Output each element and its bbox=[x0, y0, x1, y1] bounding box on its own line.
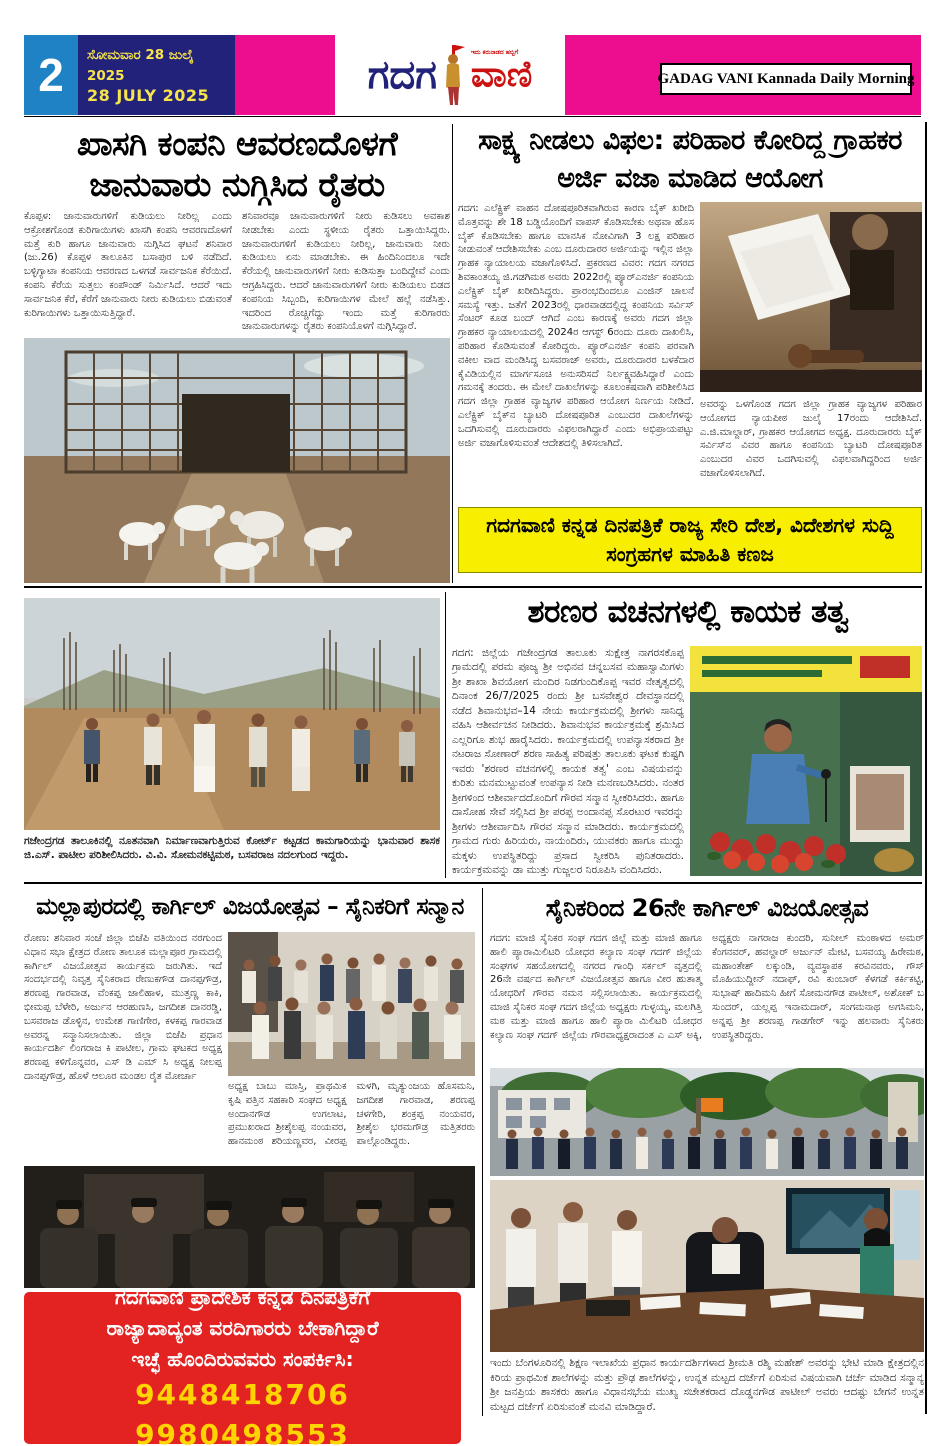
kargil-gadag-group-photo bbox=[490, 1068, 924, 1176]
column-rule-bottom bbox=[482, 888, 483, 1416]
headline-cattle: ಖಾಸಗಿ ಕಂಪನಿ ಆವರಣದೊಳಗೆ ಜಾನುವಾರು ನುಗ್ಗಿಸಿದ ರೈತರು bbox=[76, 124, 398, 204]
headline-consumer: ಸಾಕ್ಷ್ಯ ನೀಡಲು ವಿಫಲ: ಪರಿಹಾರ ಕೋರಿದ್ದ ಗ್ರಾಹಕರ ಅರ್ಜಿ ವಜಾ ಮಾಡಿದ ಆಯೋಗ bbox=[478, 125, 902, 194]
speaker-photo bbox=[690, 646, 922, 876]
recruit-line-1: ಗದಗವಾಣಿ ಪ್ರಾದೇಶಿಕ ಕನ್ನಡ ದಿನಪತ್ರಿಕೆಗೆ bbox=[115, 1285, 370, 1310]
logo-figure-icon bbox=[441, 43, 467, 107]
date-box bbox=[78, 35, 235, 115]
cattle-body-col1: ಕೊಪ್ಪಳ: ಜಾನುವಾರುಗಳಿಗೆ ಕುಡಿಯಲು ನೀರಿಲ್ಲ ಎಂದು ಆಕ್ರೋಶಗೊಂಡ ಕುರಿಗಾಯಿಗಳು ಖಾಸಗಿ ಕಂಪನಿ ಆವರಣದೊಳಗೆ ಮತ್ತೆ ಕುರಿ ಹಾಗೂ ಜಾನುವಾರು ನುಗ್ಗಿಸಿದ ಘಟನೆ ಶನಿವಾರ (ಜು.26) ಕೊಪ್ಪಳ ತಾಲೂಕಿನ ಬಸಾಪುರ ಬಳಿ ನಡೆದಿದೆ. ಬಳ್ಳಿಗ್ಯಾಟಾ ಕಂಪನಿಯ ಆವರಣದ ಒಳಗಡೆ ಸಾರ್ವಜನಿಕ ಕೆರೆಯಿದೆ. ಕಂಪನಿ ಕೆರೆಯ ಸುತ್ತಲು ಕಂಪೌಂಡ್ ನಿರ್ಮಿಸಿದೆ. ಆದರೆ ಇದು ಸಾರ್ವಜನಿಕ ಕೆರೆ, ಕೆರೆಗೆ ಜಾನುವಾರು ನೀರು ಕುಡಿಯಲು ಬಿಡುವಂತೆ ಕುರಿಗಾಯಿಗಳು ಒತ್ತಾಯಿಸುತ್ತಿದ್ದಾರೆ. bbox=[24, 211, 232, 319]
vachana-body: ಗದಗ: ಜಿಲ್ಲೆಯ ಗಜೇಂದ್ರಗಡ ತಾಲೂಕು ಸುಕ್ಷೇತ್ರ ನಾಗರಸಕೊಪ್ಪ ಗ್ರಾಮದಲ್ಲಿ ಪರಮ ಪೂಜ್ಯ ಶ್ರೀ ಅಭಿನವ ಚನ್ನಬಸವ ಮಹಾಸ್ವಾಮಿಗಳು ಶ್ರೀ ಶಾಖಾ ಶಿವಯೋಗ ಮಂದಿರ ನಿಡಗುಂದಿಕೊಪ್ಪ ಇವರ ನೇತೃತ್ವದಲ್ಲಿ ದಿನಾಂಕ 26/7/2025 ರಂದು ಶ್ರೀ ಬಸವೇಶ್ವರ ದೇವಸ್ಥಾನದಲ್ಲಿ ನಡೆದ ಶಿವಾನುಭವ–14 ನೇಯ ಕಾರ್ಯಕ್ರಮದಲ್ಲಿ ಶ್ರೀಗಳು ಸಾನಿಧ್ಯ ವಹಿಸಿ ಆಶೀರ್ವಚನ ನೀಡಿದರು. ಶಿವಾನುಭವ ಕಾರ್ಯಕ್ರಮಕ್ಕೆ ಶ್ರಮಿಸಿದ ಎಲ್ಲರಿಗೂ ಶುಭ ಹಾರೈಸಿದರು. ಕಾರ್ಯಕ್ರಮದಲ್ಲಿ ಉಪನ್ಯಾಸಕರಾದ ಶ್ರೀ ನಟರಾಜ ಸೋಣಾರ್ ಶರಣ ಸಾಹಿತ್ಯ ಪರಿಷತ್ತು ತಾಲೂಕು ಘಟಕ ಕುಷ್ಟಗಿ ಇವರು 'ಶರಣರ ವಚನಗಳಲ್ಲಿ ಕಾಯಕ ತತ್ವ' ಎಂಬ ವಿಷಯವನ್ನು ಕುರಿತು ಮನಮುಟ್ಟುವಂತೆ ಉಪನ್ಯಾಸ ನೀಡಿ ಮನಣಬಡಿಸಿದರು. ನಂತರ ಶ್ರೀಗಳಿಂದ ಆಶೀರ್ವಾದದೊಂದಿಗೆ ಗೌರವ ಸನ್ಮಾನ ಸ್ವೀಕರಿಸಿದರು. ಹಾಗೂ ದಾಸೋಹ ಸೇವೆ ಸಲ್ಲಿಸಿದ ಶ್ರೀ ಪರಪ್ಪ ಅಂದಾನಪ್ಪ ಸೊರಟುರ ಇವರನ್ನು ಶ್ರೀಗಳು ಆಶೀರ್ವಾದಿಸಿ ಗೌರವ ಸನ್ಮಾನ ಮಾಡಿದರು. ಕಾರ್ಯಕ್ರಮದಲ್ಲಿ ಗ್ರಾಮದ ಗುರು ಹಿರಿಯರು, ನಾಯಂದಿರು, ಯುವಕರು ಹಾಗೂ ಮುದ್ದು ಮಕ್ಕಳು ಉಪಸ್ಥಿತರಿದ್ದು ಪ್ರಸಾದ ಸ್ವೀಕರಿಸಿ ಪುನಿತರಾದರು. ಕಾರ್ಯಕ್ರಮವನ್ನು ಡಾ ಮುತ್ತು ಗುಜ್ಜಲರ ನಿರೂಪಿಸಿ ವಂದಿಸಿದರು. bbox=[452, 647, 684, 877]
consumer-body: ಗದಗ: ಎಲೆಕ್ಟ್ರಿಕ್ ವಾಹನ ದೋಷಪೂರಿತವಾಗಿರುವ ಕಾರಣ ಬೈಕ್ ಖರೀದಿ ಮೊತ್ತವನ್ನು ಶೇ 18 ಬಡ್ಡಿಯೊಂದಿಗೆ ವಾಪಸ್ ಕೊಡಿಸಬೇಕು ಅಥವಾ ಹೊಸ ಬೈಕ್ ಕೊಡಿಸಬೇಕು ಹಾಗೂ ಮಾನಸಿಕ ನೋವಿಗಾಗಿ 3 ಲಕ್ಷ ಪರಿಹಾರ ನೀಡುವಂತೆ ಆದೇಶಿಸಬೇಕು ಎಂಬ ದೂರುದಾರರ ಅರ್ಜಿಯನ್ನು ಇಲ್ಲಿನ ಜಿಲ್ಲಾ ಗ್ರಾಹಕ ನ್ಯಾಯಾಲಯ ವಜಾಗೊಳಿಸಿದೆ. ಪ್ರಕರಣದ ವಿವರ: ಗದಗ ನಗರದ ಶಿವಕಾಂತಯ್ಯ ಜಿ.ಗಡಗಿಮಠ ಅವರು 2022ರಲ್ಲಿ ಪ್ಯೂರ್‌ಎನರ್ಜಿ ಕಂಪನಿಯ ಎಲೆಕ್ಟ್ರಿಕ್ ಬೈಕ್ ಖರೀದಿಸಿದ್ದರು. ಪ್ರಾರಂಭದಿಂದಲೂ ಎಂಜಿನ್ ಚಾಲನೆ ಸಮಸ್ಯೆ ಇತ್ತು. ಜತೆಗೆ 2023ರಲ್ಲಿ ಧಾರವಾಡದಲ್ಲಿದ್ದ ಕಂಪನಿಯ ಸರ್ವಿಸ್ ಸೆಂಟರ್ ಕೂಡ ಬಂದ್ ಆಗಿದೆ ಎಂಬ ಕಾರಣಕ್ಕೆ ಅವರು ಗದಗ ಜಿಲ್ಲಾ ಗ್ರಾಹಕರ ನ್ಯಾಯಾಲಯದಲ್ಲಿ 2024ರ ಆಗಸ್ಟ್ 6ರಂದು ದೂರು ದಾಖಲಿಸಿ, ಪರಿಹಾರ ಕೊಡಿಸುವಂತೆ ಕೋರಿದ್ದರು. ಪ್ಯೂರ್‌ಎನರ್ಜಿ ಕಂಪನಿ ಪರವಾಗಿ ವಕೀಲ ವಾದ ಮಂಡಿಸಿದ್ದ ಬಸವರಾಜ್ ಅವರು, ದೂರುದಾರರ ಬಳಕೆದಾರ ಕೈವಿಡಿಯಲ್ಲಿನ ಮಾರ್ಗಸೂಚಿ ಅನುಸರಿಸದೆ ನಿರ್ಲಕ್ಷ್ಯವಹಿಸಿದ್ದಾರೆ ಎಂದು ಗಮನಕ್ಕೆ ತಂದರು. ಈ ಮೇಲೆ ದಾಖಲೆಗಳನ್ನು ಕೂಲಂಕಷವಾಗಿ ಪರಿಶೀಲಿಸಿದ ಗದಗ ಜಿಲ್ಲಾ ಗ್ರಾಹಕ ವ್ಯಾಜ್ಯಗಳ ಪರಿಹಾರ ಆಯೋಗ ನಿರ್ಣಯ ನೀಡಿದೆ. ಎಲೆಕ್ಟ್ರಿಕ್ ಬೈಕ್‌ನ ಬ್ಯಾಟರಿ ದೋಷಪೂರಿತ ಎಂಬುದರ ದಾಖಲೆಗಳನ್ನು ಒದಗಿಸುವಲ್ಲಿ ದೂರುದಾರರು ವಿಫಲರಾಗಿದ್ದಾರೆ ಎಂದು ಅಭಿಪ್ರಾಯಪಟ್ಟು ಅರ್ಜಿ ವಜಾಗೊಳಿಸುವಂತೆ ಆದೇಶದಲ್ಲಿ ತಿಳಿಸಲಾಗಿದೆ. bbox=[458, 203, 694, 449]
kargil-mallapur-group-photo bbox=[228, 932, 475, 1076]
construction-caption: ಗಜೇಂದ್ರಗಡ ತಾಲೂಕಿನಲ್ಲಿ ನೂತನವಾಗಿ ನಿರ್ಮಾಣವಾಗುತ್ತಿರುವ ಕೋರ್ಟ್ ಕಟ್ಟಡದ ಕಾಮಗಾರಿಯನ್ನು ಭಾನುವಾರ ಶಾಸಕ ಜಿ.ಎಸ್. ಪಾಟೀಲ ಪರಿಶೀಲಿಸಿದರು. ವಿ.ವಿ. ಸೋಮನಕಟ್ಟಿಮಠ, ಬಸವರಾಜ ನದಲಗುಂದ ಇದ್ದರು. bbox=[24, 835, 440, 862]
column-rule-top bbox=[452, 124, 453, 583]
consumer-body-below-photo: ಅವರನ್ನು ಒಳಗೊಂಡ ಗದಗ ಜಿಲ್ಲಾ ಗ್ರಾಹಕ ವ್ಯಾಜ್ಯಗಳ ಪರಿಹಾರ ಆಯೋಗದ ನ್ಯಾಯಪೀಠ ಜುಲೈ 17ರಂದು ಆದೇಶಿಸಿದೆ. ಎ.ಜಿ.ಮಾಲ್ದಾರ್, ಗ್ರಾಹಕರ ಆಯೋಗದ ಅಧ್ಯಕ್ಷ. ದೂರುದಾರರು ಬೈಕ್ ಸರ್ವಿಸ್‌ನ ವಿವರ ಹಾಗೂ ಕಂಪನಿಯ ಬ್ಯಾಟರಿ ದೋಷಪೂರಿತ ಎಂಬುದರ ವಿವರ ಒದಗಿಸುವಲ್ಲಿ ವಿಫಲವಾಗಿದ್ದರಿಂದ ಅರ್ಜಿ ವಜಾಗೊಳಿಸಲಾಗಿದೆ. bbox=[700, 399, 922, 479]
cattle-photo bbox=[24, 338, 450, 583]
logo-panel bbox=[335, 35, 565, 115]
veterans-seated-photo bbox=[24, 1166, 475, 1288]
cattle-body-col2: ಶನಿವಾರವೂ ಜಾನುವಾರುಗಳಿಗೆ ನೀರು ಕುಡಿಸಲು ಅವಕಾಶ ನೀಡಬೇಕು ಎಂದು ಸ್ಥಳೀಯ ರೈತರು ಒತ್ತಾಯಿಸಿದ್ದರು. ಜಾನುವಾರುಗಳಿಗೆ ಕುಡಿಯಲು ನೀರಿಲ್ಲ, ಜಾನುವಾರು ನೀರು ಕುಡಿಯಲು ಏನು ಮಾಡಬೇಕು. ಈ ಹಿಂದಿನಿಂದಲೂ ಇದೇ ಕೆರೆಯಲ್ಲಿ ಜಾನುವಾರುಗಳಿಗೆ ನೀರು ಕುಡಿಸುತ್ತಾ ಬಂದಿದ್ದೇವೆ ಎಂದು ಆಗ್ರಹಿಸಿದ್ದರು. ಆದರೆ ಜಾನುವಾರುಗಳಿಗೆ ನೀರು ಕುಡಿಯಲು ಬಿಡದ ಕಂಪನಿಯ ಸಿಬ್ಬಂದಿ, ಕುರಿಗಾಯಿಗಳ ಮೇಲೆ ಹಲ್ಲೆ ನಡೆಸಿತ್ತು. ಇದರಿಂದ ರೊಚ್ಚಿಗೆದ್ದು ಇಂದು ಮತ್ತೆ ಕುರಿಗಾರರು ಜಾನುವಾರುಗಳನ್ನು ರೈತರು ಕಂಪನಿಯೊಳಗೆ ನುಗ್ಗಿಸಿದ್ದಾರೆ. bbox=[242, 211, 450, 333]
section-rule-2 bbox=[24, 882, 922, 884]
logo-text-vani: ವಾಣಿ bbox=[470, 54, 533, 95]
header-divider bbox=[24, 116, 921, 117]
cattle-body bbox=[24, 210, 450, 336]
column-rule-mid bbox=[445, 592, 446, 878]
headline-vachana: ಶರಣರ ವಚನಗಳಲ್ಲಿ ಕಾಯಕ ತತ್ವ bbox=[527, 594, 849, 630]
judge-photo bbox=[700, 202, 922, 392]
date-english: 28 JULY 2025 bbox=[87, 85, 210, 105]
kargil-mallapur-body-more: ಅಧ್ಯಕ್ಷ ಬಾಬು ಮಾಸ್ತಿ, ಪ್ರಾಥಮಿಕ ಕೃಷಿ ಪತ್ತಿನ ಸಹಕಾರಿ ಸಂಘದ ಅಧ್ಯಕ್ಷ ಅಂದಾನಗೌಡ ಉಗಲಾಟ, ಪ್ರಮುಖರಾದ ಶ್ರೀಶೈಲಪ್ಪ ನಂಯವರ, ಹಾನಮಂಠ ಶರಿಯಣ್ಣವರ, ವೀರಪ್ಪ ಮಳಗಿ, ಮೃತ್ಯುಂಜಯ ಹೊಸಮನಿ, ಜಗದೀಶ ಗಾರವಾಡ, ಶರಣಪ್ಪ ಚಳಗೇರಿ, ಶಂಕ್ರಪ್ಪ ನಂಯವರ, ಶ್ರೀಶೈಲ ಭರಮಗೌಡ್ರ ಮತ್ತಿತರರು ಪಾಲ್ಗೊಂಡಿದ್ದರು. bbox=[228, 1081, 475, 1148]
logo-text-gadag: ಗದಗ bbox=[367, 52, 437, 98]
page-edge-rule bbox=[925, 122, 927, 1414]
kargil-mallapur-body-col1: ರೋಣ: ಶನಿವಾರ ಸಂಜೆ ಜಿಲ್ಲಾ ಬಿಜೆಪಿ ವತಿಯಿಂದ ನರಗುಂದ ವಿಧಾನ ಸಭಾ ಕ್ಷೇತ್ರದ ರೋಣ ತಾಲೂಕ ಮಲ್ಲಾಪೂರ ಗ್ರಾಮದಲ್ಲಿ ಕಾರ್ಗಿಲ್ ವಿಜಯೋತ್ಸವ ಕಾರ್ಯಕ್ರಮ ಜರುಗಿತು. ಇದೆ ಸಂದರ್ಭದಲ್ಲಿ ನಿವೃತ್ತ ಸೈನಿಕರಾದ ರೇಣುಕಗೌಡ ದಾನಪ್ಪಗೌಡ್ರ, ಶರಣಪ್ಪ ಗಾರವಾಡ, ವೆಂಕಪ್ಪ ಜಾಲಿಹಾಳ, ಮುತ್ತಣ್ಣ ಕಾಕಿ, ಭೀಮಪ್ಪ ಬೆಳೇರಿ, ಅರ್ಜುನ ಆರಹುಣಸಿ, ಜಗದೀಶ ದಾನರಡ್ಡಿ, ಬಸವರಾಜ ಡೊಳ್ಳಿನ, ಉಮೇಶ ಗಾಣಿಗೇರ, ಕಳಕಪ್ಪ ಗಾರವಾಡ ಅವರನ್ನ ಸನ್ಮಾನಿಸಲಾಯಿತು. ಜಿಲ್ಲಾ ಬಿಜೆಪಿ ಪ್ರಧಾನ ಕಾರ್ಯದರ್ಶಿ ಲಿಂಗರಾಜ ಕಿ ಪಾಟೀಲ, ಗ್ರಾಮ ಘಟಕದ ಅಧ್ಯಕ್ಷ ಶರಣಪ್ಪ ಕಳಿಗೊನ್ನವರ, ಎಸ್ ಡಿ ಎಮ್ ಸಿ ಅಧ್ಯಕ್ಷ ನೀಲಪ್ಪ ದಾನಪ್ಪಗೌಡ್ರ, ಹೊಳೆ ಆಲೂರ ಮಂಡಲ ರೈತ ಮೋರ್ಚಾ bbox=[24, 933, 222, 1082]
recruit-line-3: ಇಚ್ಛೆ ಹೊಂದಿರುವವರು ಸಂಪರ್ಕಿಸಿ: bbox=[131, 1347, 354, 1372]
yellow-banner: ಗದಗವಾಣಿ ಕನ್ನಡ ದಿನಪತ್ರಿಕೆ ರಾಜ್ಯ ಸೇರಿ ದೇಶ, ವಿದೇಶಗಳ ಸುದ್ದಿ ಸಂಗ್ರಹಗಳ ಮಾಹಿತಿ ಕಣಜ bbox=[458, 507, 922, 573]
recruit-phone-numbers: 9448418706 9980498553 bbox=[135, 1378, 350, 1446]
kargil-gadag-body: ಗದಗ: ಮಾಜಿ ಸೈನಿಕರ ಸಂಘ ಗದಗ ಜಿಲ್ಲೆ ಮತ್ತು ಮಾಜಿ ಹಾಗೂ ಹಾಲಿ ಪ್ಯಾರಾಮಿಲಿಟರಿ ಯೋಧರ ಕಲ್ಯಾಣ ಸಂಘ ಗದಗ್ ಜಿಲ್ಲೆಯ ಸಂಘಗಳ ಸಹಯೋಗದಲ್ಲಿ ನಗರದ ಗಾಂಧಿ ಸರ್ಕಲ್ ವೃತ್ತದಲ್ಲಿ 26ನೇ ವರ್ಷದ ಕಾರ್ಗಿಲ್ ವಿಜಯೋತ್ಸವ ಹಾಗೂ ವೀರ ಹುತಾತ್ಮ ಯೋಧರಿಗೆ ಗೌರವ ನಮನ ಸಲ್ಲಿಸಲಾಯಿತು. ಕಾರ್ಯಕ್ರಮದಲ್ಲಿ ಮಾಜಿ ಸೈನಿಕರ ಸಂಘ ಗದಗ ಜಿಲ್ಲೆಯ ಅಧ್ಯಕ್ಷರು ಗುಳ್ಳಯ್ಯ, ಮಲಗಿತ್ತಿ ಮಠ ಮತ್ತು ಮಾಜಿ ಹಾಗೂ ಹಾಲಿ ಪ್ಯಾರಾ ಮಿಲಿಟರಿ ಯೋಧರ ಕಲ್ಯಾಣ ಸಂಘ ಗದಗ್ ಜಿಲ್ಲೆಯ ಗೌರವಾಧ್ಯಕ್ಷರಾದಂತ ಎ ಎಸ್ ಅಕ್ಕಿ, ಅಧ್ಯಕ್ಷರು ನಾಗರಾಜ ಕುಂದರಿ, ಸುನೀಲ್ ಮಂಠಾಳದ ಅಮರ್ ಕೆಂಗನವರ್, ಹವಲ್ದಾರ್ ಅರ್ಜುನ್ ಮೇಟಿ, ಬಸವಯ್ಯ ಹಿರೇಮಠ, ಮಹಾಂತೇಶ್ ಲಕ್ಕುಂಡಿ, ವ್ಯವಸ್ಥಾಪಕ ಕರವಿನವರು, ಗೌಸ್ ಮೊಹಿಯುದ್ದೀನ್ ನದಾಫ್, ರವಿ ಕುಂಬಾರ್ ಕೆಳಗಡೆ ಕರ್ಕಿಕಟ್ಟಿ, ಸುಭಾಷ್ ಹಾದಿಮನಿ ಹೀಗೆ ಸೋಮನಗೌಡ ಪಾಟೀಲ್, ಅಶೋಕ್ ಬ ಸುಂದರ್, ಯಲ್ಲಪ್ಪ ಇನಾಮದಾರ್, ಸಂಗಮನಾಥ ಅಗಸಿಮನಿ, ಅನ್ನಪ್ಪ ಶ್ರೀ ಶರಣಪ್ಪ ಗಾಡಗೇರ್ ಇನ್ನು ಹಲವಾರು ಸೈನಿಕರು ಉಪಸ್ಥಿತರಿದ್ದರು. bbox=[490, 933, 924, 1041]
office-meeting-photo bbox=[490, 1180, 924, 1352]
logo-tagline: ಇದು ಕರುನಾಡದ ಹಬ್ಬಿಗೆ bbox=[470, 49, 519, 56]
recruit-line-2: ರಾಜ್ಯಾದಾದ್ಯಂತ ವರದಿಗಾರರು ಬೇಕಾಗಿದ್ದಾರೆ bbox=[106, 1316, 379, 1341]
masthead-english: GADAG VANI Kannada Daily Morning bbox=[660, 63, 912, 95]
page-number: 2 bbox=[24, 35, 78, 115]
headline-kargil-mallapur: ಮಲ್ಲಾಪುರದಲ್ಲಿ ಕಾರ್ಗಿಲ್ ವಿಜಯೋತ್ಸವ – ಸೈನಿಕರಿಗೆ ಸನ್ಮಾನ bbox=[36, 894, 464, 920]
headline-kargil-gadag: ಸೈನಿಕರಿಂದ 26ನೇ ಕಾರ್ಗಿಲ್ ವಿಜಯೋತ್ಸವ bbox=[545, 894, 869, 922]
meeting-caption: ಇಂದು ಬೆಂಗಳೂರಿನಲ್ಲಿ ಶಿಕ್ಷಣ ಇಲಾಖೆಯ ಪ್ರಧಾನ ಕಾರ್ಯದರ್ಶಿಗಳಾದ ಶ್ರೀಮತಿ ರಶ್ಮಿ ಮಹೇಶ್ ಅವರನ್ನು ಭೇಟಿ ಮಾಡಿ ಕ್ಷೇತ್ರದಲ್ಲಿನ ಕಿರಿಯ ಪ್ರಾಥಮಿಕ ಶಾಲೆಗಳನ್ನು ಮತ್ತು ಪ್ರೌಢ ಶಾಲೆಗಳನ್ನು, ಉನ್ನತ ಮಟ್ಟದ ದರ್ಜೆಗೆ ಏರಿಸುವ ವಿಷಯವಾಗಿ ಚರ್ಚೆ ಮಾಡಿದ ಸನ್ಮಾನ್ಯ ಶ್ರೀ ಜನಪ್ರಿಯ ಶಾಸಕರು ಹಾಗೂ ವಿಧಾನಸಭೆಯ ಮುಖ್ಯ ಸಚೇತಕರಾದ ದೊಡ್ಡನಗೌಡ ಪಾಟೀಲ್ ಅವರು ಆದಷ್ಟು ಬೇಗನೆ ಉನ್ನತ ಮಟ್ಟದ ದರ್ಜೆಗೆ ಏರಿಸುವಂತೆ ಮನವಿ ಮಾಡಿದ್ದಾರೆ. bbox=[490, 1357, 924, 1414]
recruitment-box bbox=[24, 1285, 461, 1446]
section-rule-1 bbox=[24, 586, 922, 588]
date-kannada: ಸೋಮವಾರ 28 ಜುಲೈ 2025 bbox=[87, 47, 194, 84]
construction-photo bbox=[24, 598, 440, 830]
